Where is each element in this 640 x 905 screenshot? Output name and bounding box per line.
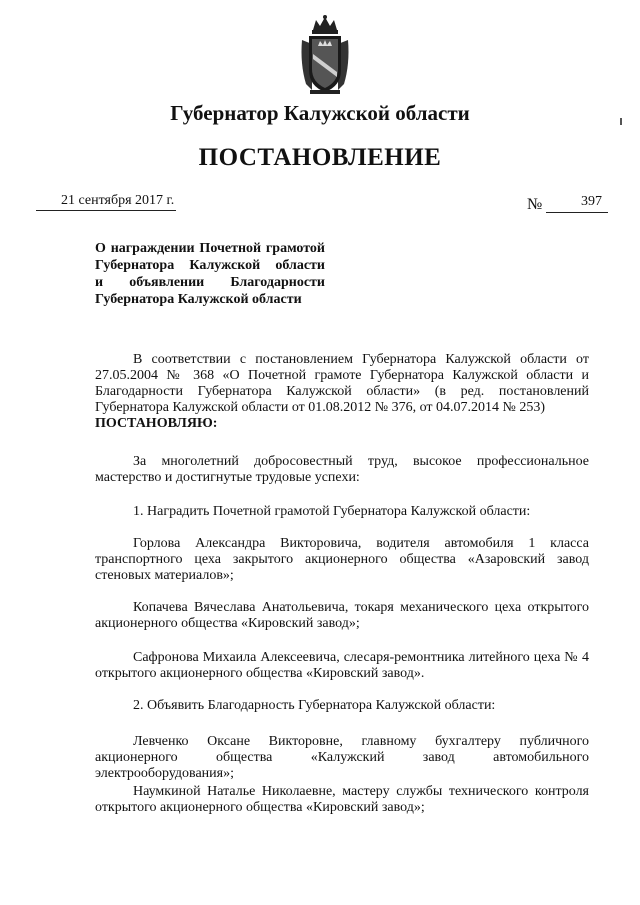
document-subject bbox=[95, 240, 325, 308]
reason-paragraph bbox=[95, 454, 589, 486]
number-underline bbox=[546, 212, 608, 213]
award-text-2: Копачева Вячеслава Анатольевича, токаря механического цеха открытого акционерного общества «Кировский завод»; bbox=[95, 600, 589, 631]
subject-line-4: Губернатора Калужской области bbox=[95, 292, 302, 307]
item-1-heading bbox=[95, 504, 589, 520]
subject-line-3: и объявлении Благодарности bbox=[95, 275, 325, 290]
item-2-heading bbox=[95, 698, 589, 714]
decree-word: ПОСТАНОВЛЯЮ: bbox=[95, 416, 218, 431]
award-text-3: Сафронова Михаила Алексеевича, слесаря-ремонтника литейного цеха № 4 открытого акционерного общества «Кировский завод». bbox=[95, 650, 589, 681]
document-date: 21 сентября 2017 г. bbox=[61, 193, 175, 208]
thanks-paragraph-1 bbox=[95, 734, 589, 782]
issuing-authority: Губернатор Калужской области bbox=[170, 101, 470, 125]
reason-text: За многолетний добросовестный труд, высокое профессиональное мастерство и достигнутые трудовые успехи: bbox=[95, 454, 589, 485]
document-number: 397 bbox=[581, 194, 602, 209]
document-type-title: ПОСТАНОВЛЕНИЕ bbox=[198, 144, 442, 171]
thanks-text-1: Левченко Оксане Викторовне, главному бухгалтеру публичного акционерного общества «Калужский завод автомобильного электрооборудования»; bbox=[95, 734, 589, 781]
preamble-text: В соответствии с постановлением Губернатора Калужской области от 27.05.2004 № 368 «О Почетной грамоте Губернатора Калужской области и Благодарности Губернатора Калужской области» (в ред. постановлений Губернатора Калужской области от 01.08.2012 № 376, от 04.07.2014 № 253) bbox=[95, 352, 589, 415]
award-paragraph-1 bbox=[95, 536, 589, 584]
thanks-text-2: Наумкиной Наталье Николаевне, мастеру службы технического контроля открытого акционерного общества «Кировский завод»; bbox=[95, 784, 589, 815]
subject-line-1: О награждении Почетной грамотой bbox=[95, 241, 325, 256]
preamble-paragraph bbox=[95, 352, 589, 416]
number-label: № bbox=[527, 196, 543, 213]
kaluga-coat-of-arms-icon bbox=[296, 14, 354, 96]
item-1-text: 1. Наградить Почетной грамотой Губернатора Калужской области: bbox=[133, 504, 531, 519]
item-2-text: 2. Объявить Благодарность Губернатора Калужской области: bbox=[133, 698, 496, 713]
award-paragraph-3 bbox=[95, 650, 589, 682]
award-text-1: Горлова Александра Викторовича, водителя автомобиля 1 класса транспортного цеха закрытого акционерного общества «Азаровский завод стеновых материалов»; bbox=[95, 536, 589, 583]
award-paragraph-2 bbox=[95, 600, 589, 632]
subject-line-2: Губернатора Калужской области bbox=[95, 258, 325, 273]
date-underline bbox=[36, 210, 176, 211]
thanks-paragraph-2 bbox=[95, 784, 589, 816]
